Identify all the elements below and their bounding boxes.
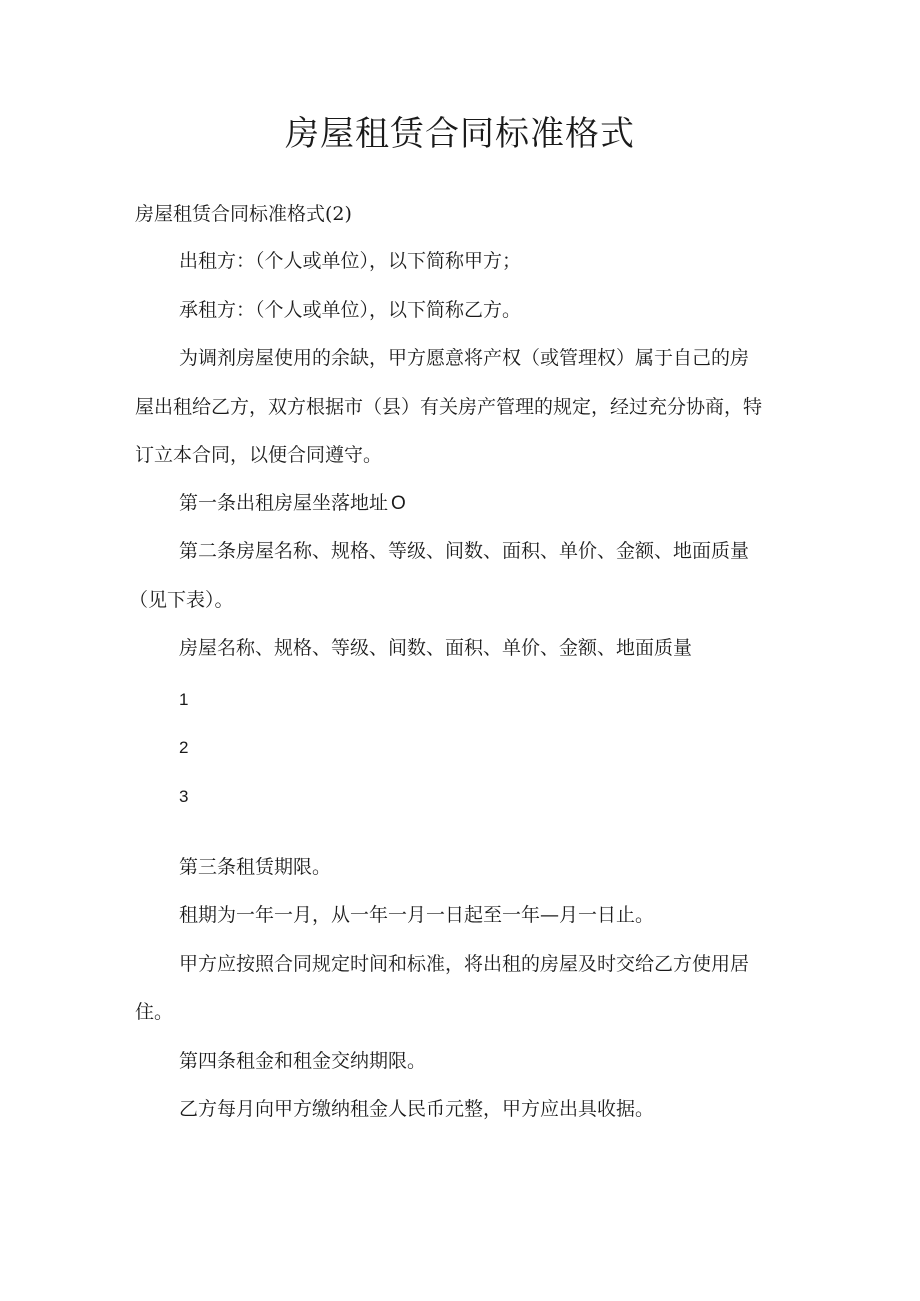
article-1-text: 第一条出租房屋坐落地址 — [179, 492, 389, 514]
article-1 — [179, 490, 406, 517]
article-3-delivery-line-2: 住。 — [135, 1001, 174, 1023]
intro-line-2: 屋出租给乙方，双方根据市（县）有关房产管理的规定，经过充分协商，特 — [135, 396, 763, 418]
article-4-heading: 第四条租金和租金交纳期限。 — [179, 1050, 427, 1072]
lessee-line: 承租方：（个人或单位），以下简称乙方。 — [179, 299, 522, 321]
article-1-mark: O — [391, 493, 406, 514]
intro-line-3: 订立本合同，以便合同遵守。 — [135, 444, 383, 466]
intro-line-1: 为调剂房屋使用的余缺，甲方愿意将产权（或管理权）属于自己的房 — [179, 347, 750, 369]
lessor-line: 出租方：（个人或单位），以下简称甲方； — [179, 250, 522, 272]
document-title: 房屋租赁合同标准格式 — [285, 114, 635, 154]
article-2-line-2: （见下表）。 — [129, 589, 234, 611]
article-2-line-1: 第二条房屋名称、规格、等级、间数、面积、单价、金额、地面质量 — [179, 540, 750, 562]
article-3-delivery-line-1: 甲方应按照合同规定时间和标准，将出租的房屋及时交给乙方使用居 — [179, 953, 750, 975]
article-3-term: 租期为一年一月，从一年一月一日起至一年—月一日止。 — [179, 904, 655, 926]
article-3-heading: 第三条租赁期限。 — [179, 856, 332, 878]
table-row-number: 3 — [179, 787, 189, 806]
table-header: 房屋名称、规格、等级、间数、面积、单价、金额、地面质量 — [179, 637, 693, 659]
table-row-number: 2 — [179, 738, 189, 757]
document-subtitle: 房屋租赁合同标准格式(2) — [135, 203, 352, 225]
article-4-payment: 乙方每月向甲方缴纳租金人民币元整，甲方应出具收据。 — [179, 1098, 655, 1120]
table-row-number: 1 — [179, 690, 189, 709]
